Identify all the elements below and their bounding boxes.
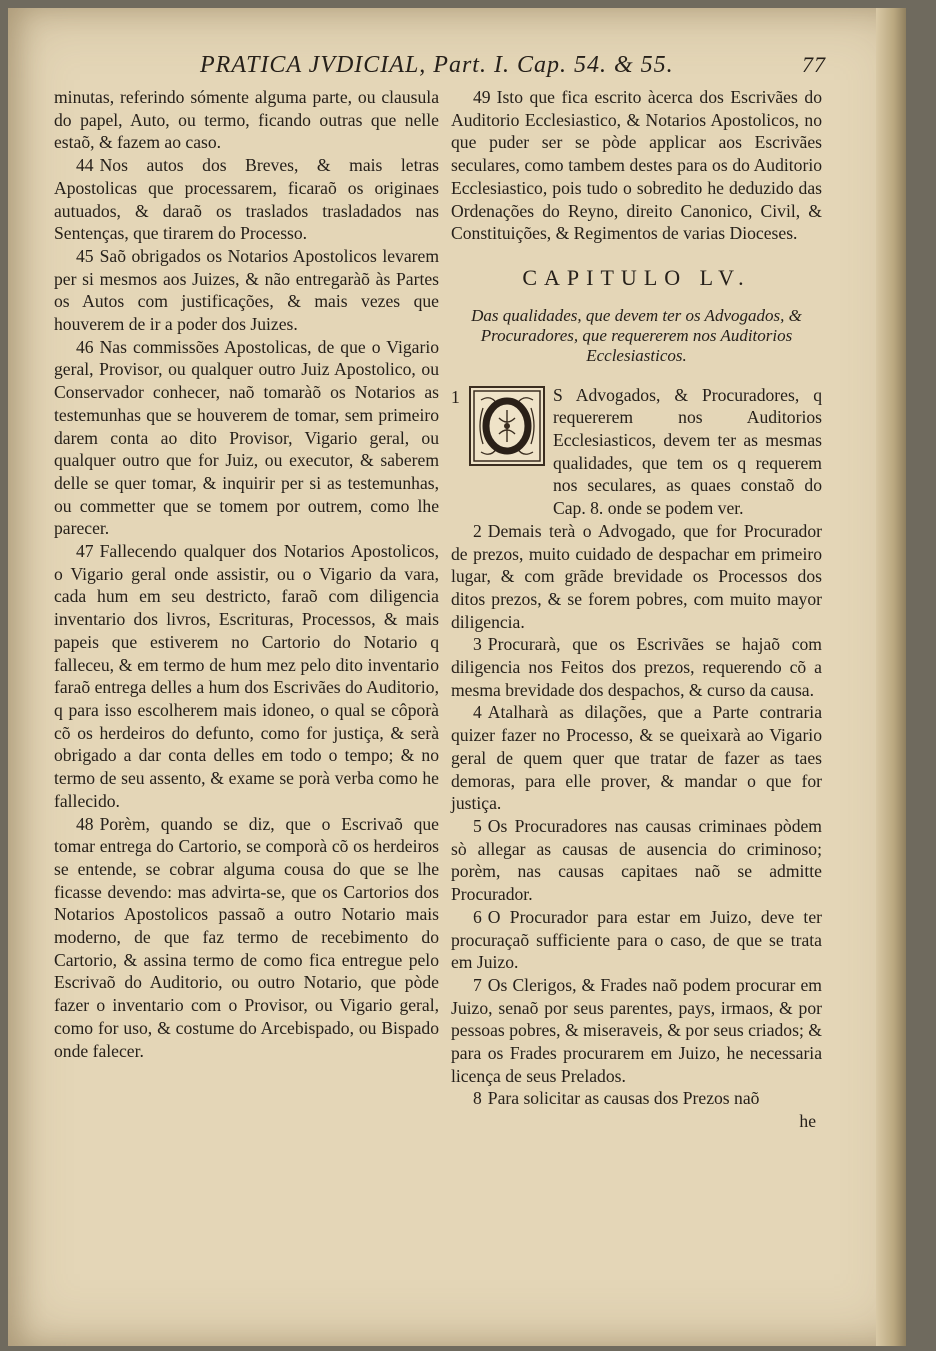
paragraph-2 [451, 520, 822, 634]
paragraph-number: 4 [473, 702, 482, 723]
paragraph-text: Demais terà o Advogado, que for Procurador de prezos, muito cuidado de despachar em primeiro lugar, & com grãde brevidade os Processos dos ditos prezos, & se forem pobres, com muito mayor diligencia. [451, 520, 822, 632]
paragraph-text: S Advogados, & Procuradores, q requererem nos Auditorios Ecclesiasticos, devem ter as mesmas qualidades, que tem os q requerem nos seculares, as quaes constaõ do Cap. 8. onde se podem ver. [553, 384, 822, 519]
paragraph-6 [451, 906, 822, 974]
paragraph-text: Os Procuradores nas causas criminaes pòdem sò allegar as causas de ausencia do criminoso; porèm, nas causas capitaes naõ se admitte Procurador. [451, 815, 822, 905]
paragraph-number: 5 [473, 815, 482, 836]
paragraph-number: 47 [76, 541, 94, 562]
paragraph-text: Procurarà, que os Escrivães se hajaõ com diligencia nos Feitos dos prezos, requerendo cõ a mesma brevidade dos despachos, & curso da causa. [451, 634, 822, 700]
paragraph-4 [451, 701, 822, 815]
page-edge [876, 8, 906, 1346]
paragraph-5 [451, 815, 822, 906]
paragraph-text: Saõ obrigados os Notarios Apostolicos levarem per si mesmos aos Juizes, & não entregaràõ às Partes os Autos com justificações, & mais vezes que houverem de ir a poder dos Juizes. [54, 245, 439, 335]
paragraph-number: 44 [76, 155, 94, 176]
paragraph-number: 8 [473, 1088, 482, 1109]
decorated-initial-icon [469, 386, 545, 466]
paragraph-text: Porèm, quando se diz, que o Escrivaõ que tomar entrega do Cartorio, se comporà cõ os herdeiros se entende, se cobrar alguma cousa do que se lhe ficasse devendo: mas advirta-se, que os Cartorios dos Notarios Apostolicos passaõ a outro Notario mais moderno, de que faz termo de recebimento do Cartorio, & assina termo de como fica entregue pelo Escrivaõ do Auditorio, ou outro Notario, que pòde fazer o inventario com o Provisor, ou Vigario geral, como for uso, & costume do Arcebispado, ou Bispado onde falecer. [54, 813, 439, 1061]
catchword: he [799, 1111, 816, 1132]
paragraph-text: Para solicitar as causas dos Prezos naõ [487, 1088, 760, 1109]
book-page [8, 8, 906, 1346]
paragraph-number: 48 [76, 813, 94, 834]
paragraph-number: 6 [473, 906, 482, 927]
running-title: PRATICA JVDICIAL, Part. I. Cap. 54. & 55. [200, 52, 674, 78]
paragraph [54, 86, 439, 154]
paragraph-47 [54, 540, 439, 812]
paragraph-49 [451, 86, 822, 245]
chapter-subtitle: Das qualidades, que devem ter os Advogados, & Procuradores, que requererem nos Auditorios Ecclesiasticos. [471, 305, 802, 365]
paragraph-number: 49 [473, 87, 491, 107]
paragraph-number: 3 [473, 634, 482, 655]
paragraph-text: O Procurador para estar em Juizo, deve ter procuraçaõ sufficiente para o caso, de que se trata em Juizo. [451, 906, 822, 973]
left-column [54, 86, 439, 1062]
paragraph-number: 45 [76, 245, 94, 266]
paragraph-46 [54, 336, 439, 540]
paragraph-number: 46 [76, 336, 94, 357]
paragraph-number: 1 [451, 386, 460, 407]
paragraph-text: Nos autos dos Breves, & mais letras Apostolicas que processarem, ficaraõ os originaes autuados, & daraõ os traslados trasladados nas Sentenças, que tirarem do Processo. [54, 155, 439, 244]
paragraph-3 [451, 633, 822, 701]
paragraph-text: Atalharà as dilações, que a Parte contraria quizer fazer no Processo, & se queixarà ao Vigario geral de quem quer que tratar de fazer as taes demoras, para elle prover, & mandar o que for justiça. [451, 702, 822, 814]
paragraph-44 [54, 154, 439, 245]
paragraph-48 [54, 813, 439, 1063]
running-header [88, 52, 846, 86]
paragraph-text: Isto que fica escrito àcerca dos Escrivães do Auditorio Ecclesiastico, & Notarios Apostolicos, no que puder ser se pòde applicar aos Escrivães seculares, como tambem destes para os do Auditorio Ecclesiastico, pois tudo o sobredito he deduzido das Ordenações do Reyno, direito Canonico, Civil, & Constituições, & Regimentos de varias Dioceses. [451, 87, 822, 244]
paragraph-number: 7 [473, 974, 482, 995]
chapter-heading: CAPITULO LV. [522, 264, 751, 290]
paragraph-1 [451, 384, 822, 520]
page-number: 77 [802, 52, 826, 77]
right-column [451, 86, 822, 1133]
paragraph-text: Os Clerigos, & Frades naõ podem procurar em Juizo, senaõ por seus parentes, pays, irmaos, & por pessoas pobres, & miseraveis, & por seus criados; & para os Frades procurarem em Juizo, he necessaria licença de seus Prelados. [451, 974, 822, 1086]
paragraph-text: Nas commissões Apostolicas, de que o Vigario geral, Provisor, ou qualquer outro Juiz Apostolico, ou Conservador conhecer, naõ tomaràõ os Notarios as testemunhas que se houverem de tomar, sem primeiro darem conta ao dito Provisor, Vigario geral, ou qualquer outro que for Juiz, ou executor, & saberem delle se quer tomar, & inquirir per si as testemunhas, ou commetter que se tomem por outrem, como lhe parecer. [54, 336, 439, 539]
paragraph-8 [451, 1087, 822, 1110]
paragraph-text: minutas, referindo sómente alguma parte, ou clausula do papel, Auto, ou termo, ficando outras que nelle estaõ, & fazem ao caso. [54, 87, 439, 153]
paragraph-7 [451, 974, 822, 1088]
paragraph-45 [54, 245, 439, 336]
paragraph-number: 2 [473, 520, 482, 541]
paragraph-text: Fallecendo qualquer dos Notarios Apostolicos, o Vigario geral onde assistir, ou o Vigario da vara, cada hum em seu destricto, faraõ com diligencia inventario dos livros, Escrituras, Processos, & mais papeis que estiverem no Cartorio do Notario q falleceu, & em termo de hum mez pelo dito inventario faraõ entrega delles a hum dos Escrivães do Auditorio, q para isso escolherem mais idoneo, o qual se côporà cõ os herdeiros do defunto, como for justiça, & serà obrigado a dar conta delles em todo o tempo; & no termo de seu assento, & exame se porà verba como he fallecido. [54, 541, 439, 811]
